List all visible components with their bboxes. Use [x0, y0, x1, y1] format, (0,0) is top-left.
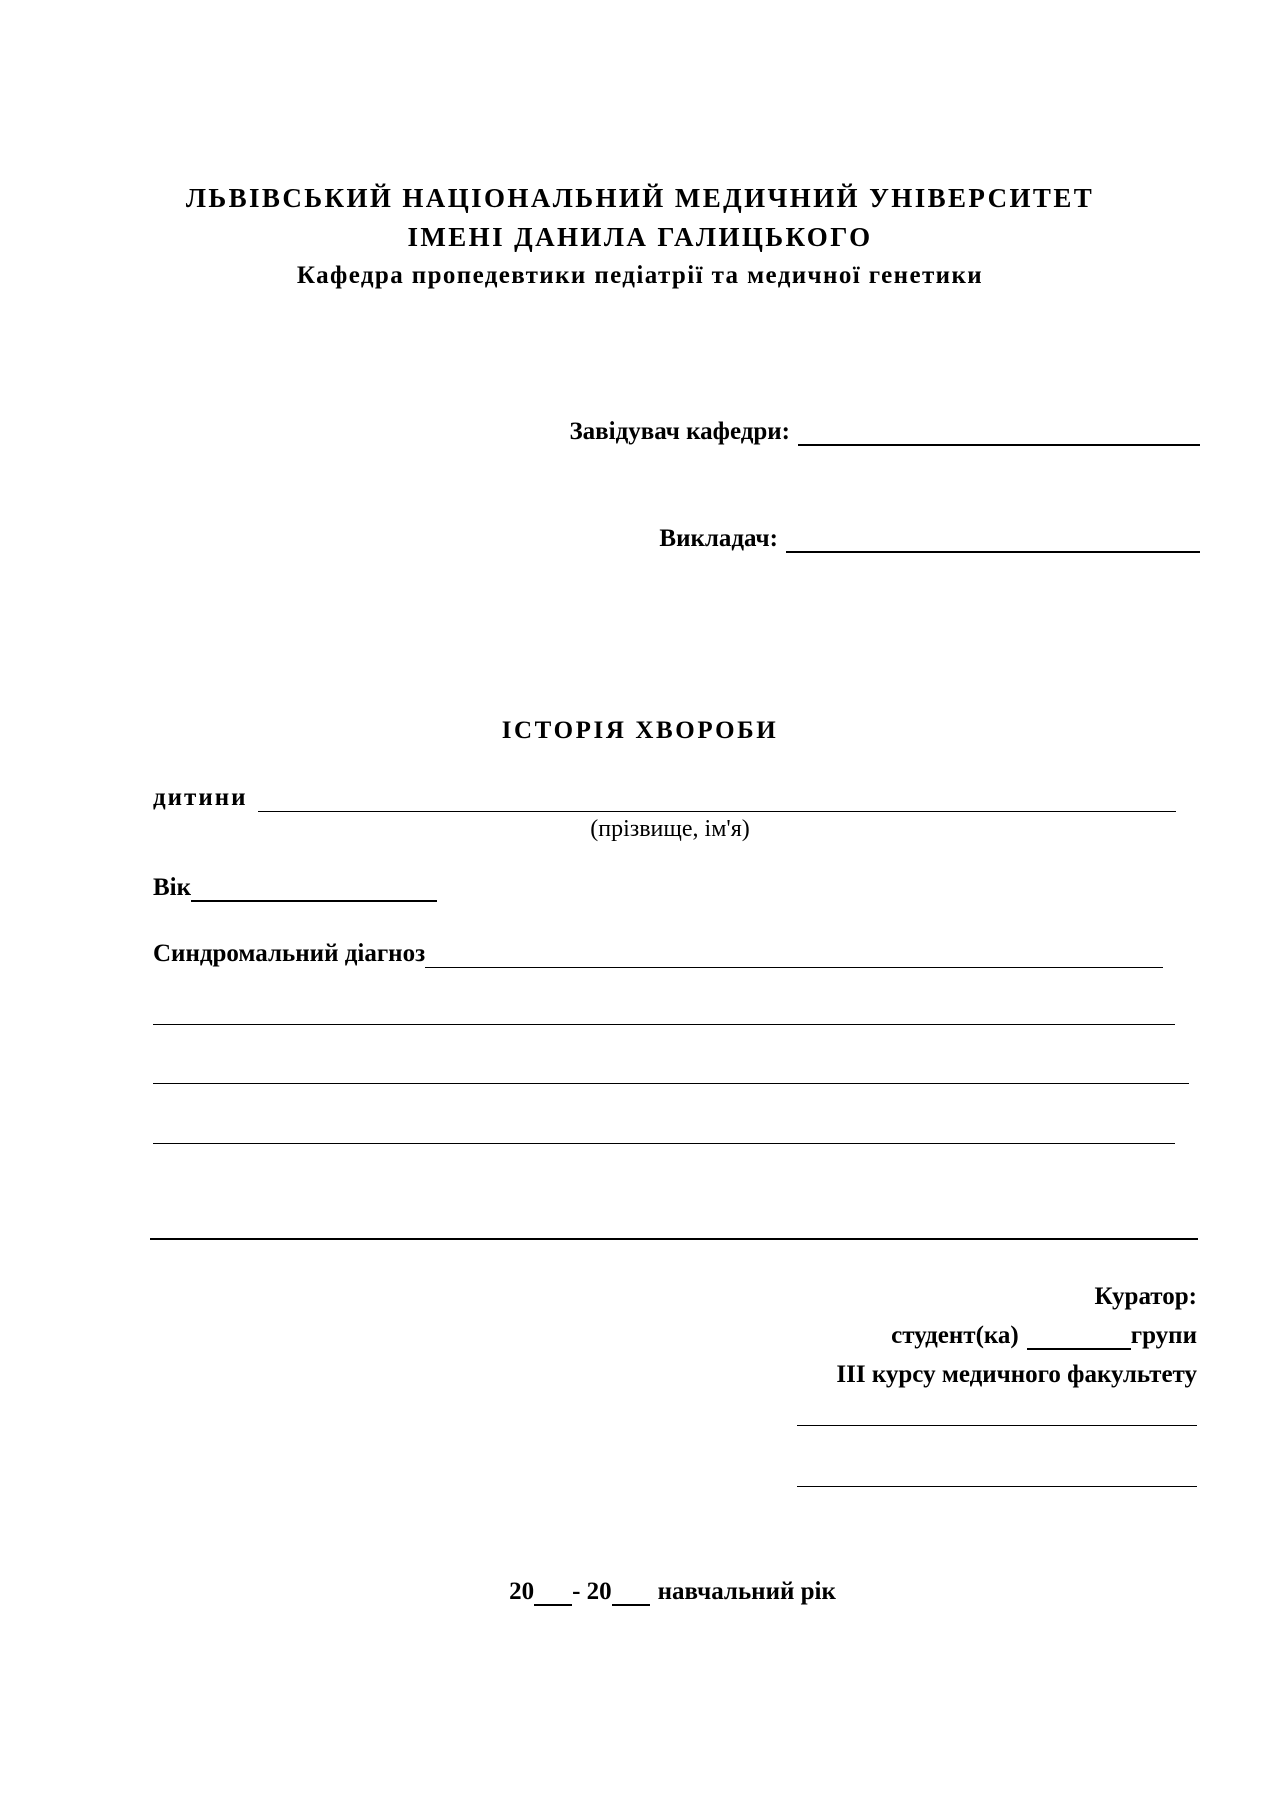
child-name-row [153, 784, 1176, 812]
group-label: групи [1130, 1322, 1197, 1349]
student-name-line-1[interactable] [797, 1425, 1197, 1426]
teacher-label: Викладач: [659, 525, 778, 552]
academic-year-suffix: навчальний рік [657, 1578, 836, 1605]
university-name-line1: ЛЬВІВСЬКИЙ НАЦІОНАЛЬНИЙ МЕДИЧНИЙ УНІВЕРСИТЕТ [185, 183, 1095, 213]
curator-label: Куратор: [1094, 1283, 1197, 1310]
academic-year-row [0, 1578, 1280, 1606]
age-label: Вік [153, 874, 192, 901]
student-label: студент(ка) [891, 1322, 1019, 1349]
diagnosis-continuation-line-2[interactable] [153, 1083, 1189, 1084]
student-name-line-2[interactable] [797, 1486, 1197, 1487]
age-row [153, 874, 437, 902]
year-prefix-1: 20 [509, 1578, 535, 1605]
student-group-row [891, 1322, 1197, 1350]
section-separator [150, 1238, 1198, 1240]
teacher-signature [659, 525, 1200, 553]
head-of-department-signature [569, 418, 1200, 446]
department-name: Кафедра пропедевтики педіатрії та медичної генетики [296, 262, 984, 289]
diagnosis-label: Синдромальний діагноз [153, 940, 426, 967]
child-name-line[interactable] [258, 809, 1176, 812]
diagnosis-row [153, 940, 1163, 968]
group-number-line[interactable] [1027, 1346, 1131, 1350]
head-of-department-label: Завідувач кафедри: [569, 418, 790, 445]
diagnosis-continuation-line-1[interactable] [153, 1024, 1175, 1025]
year-separator: - 20 [572, 1578, 612, 1605]
child-label: дитини [153, 784, 248, 811]
university-name-line2: ІМЕНІ ДАНИЛА ГАЛИЦЬКОГО [407, 222, 873, 252]
diagnosis-continuation-line-3[interactable] [153, 1143, 1175, 1144]
year-blank-1[interactable] [534, 1602, 572, 1606]
diagnosis-line[interactable] [425, 965, 1163, 968]
course-line: ІІІ курсу медичного факультету [836, 1361, 1197, 1388]
head-of-department-line[interactable] [798, 442, 1200, 446]
age-line[interactable] [191, 898, 437, 902]
child-name-hint: (прізвище, ім'я) [590, 816, 750, 842]
document-title: ІСТОРІЯ ХВОРОБИ [501, 717, 779, 744]
year-blank-2[interactable] [612, 1602, 650, 1606]
teacher-line[interactable] [786, 549, 1200, 553]
